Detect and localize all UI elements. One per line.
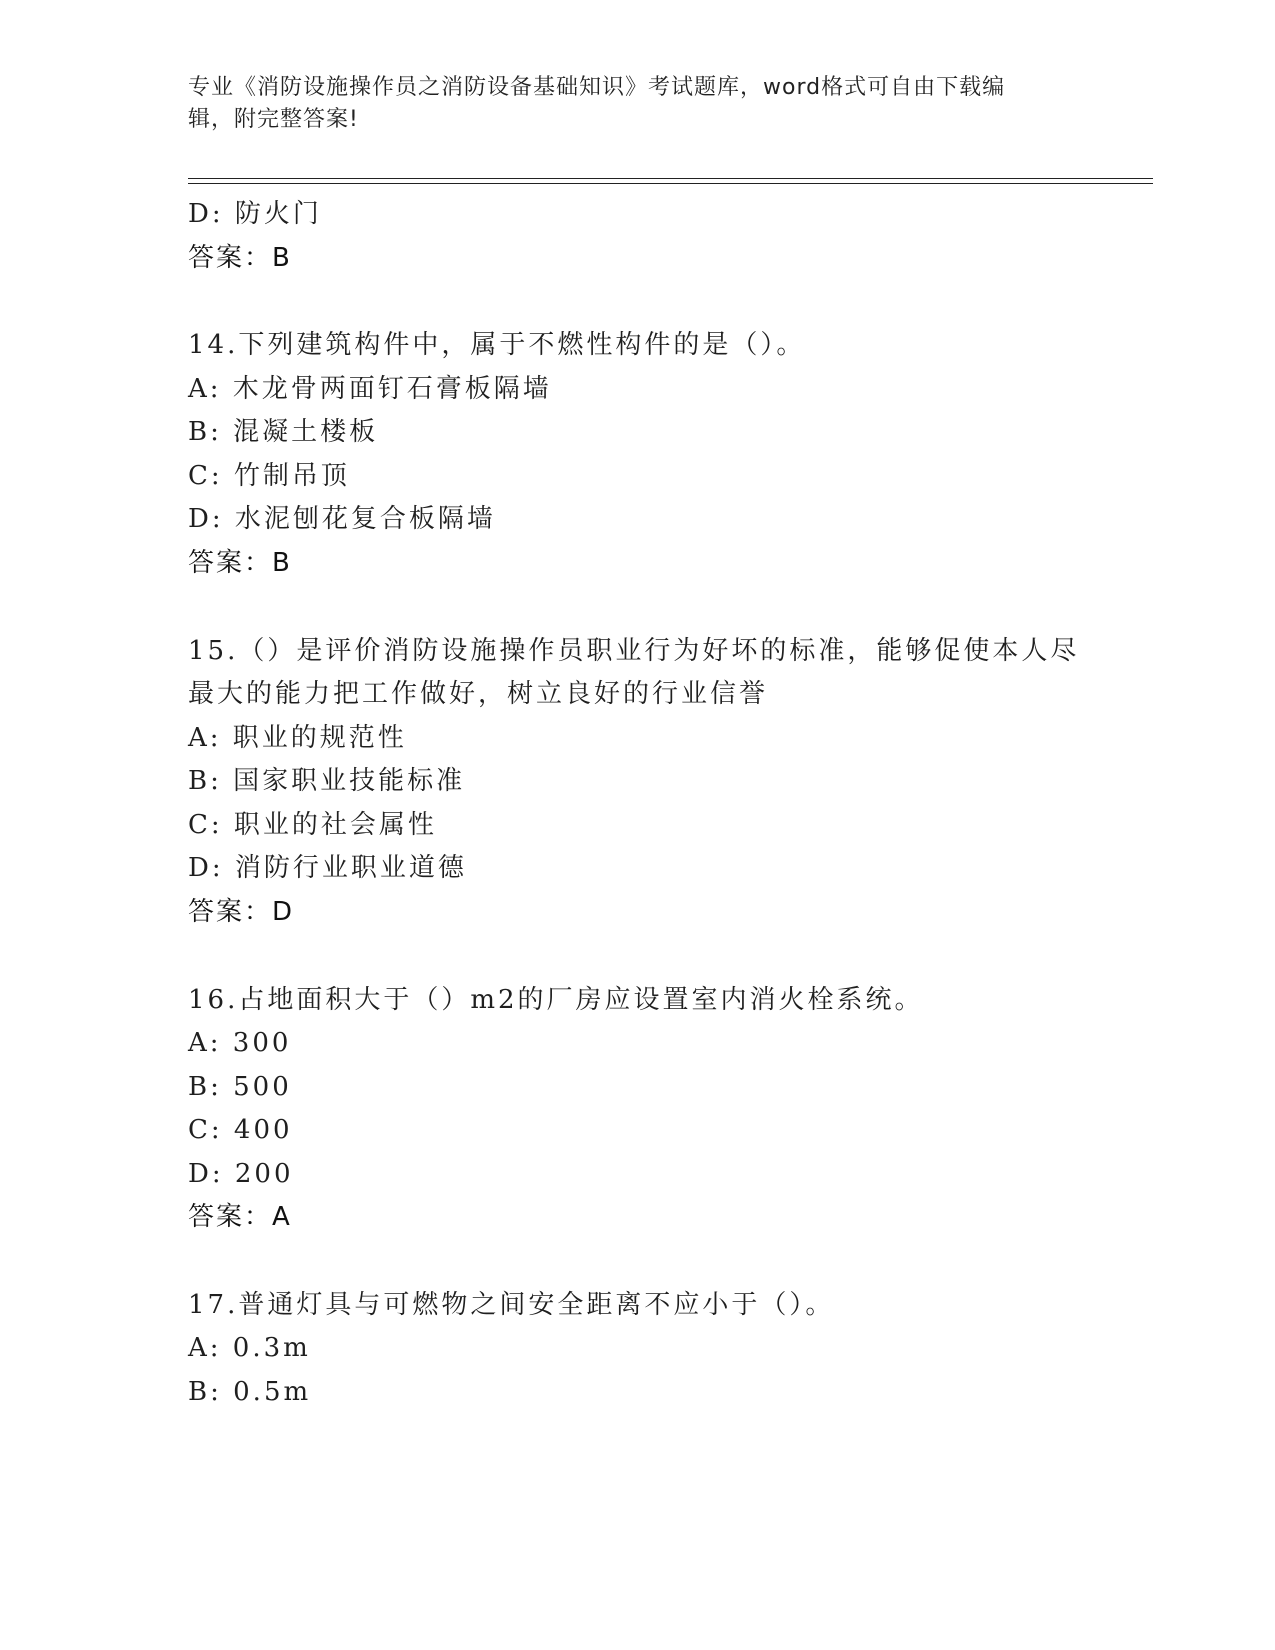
header-divider-top [188,178,1153,179]
header-divider-bottom [188,183,1153,184]
question-15-stem-line-1: 15.（）是评价消防设施操作员职业行为好坏的标准，能够促使本人尽 [188,636,1080,666]
question-15-stem-line-2: 最大的能力把工作做好，树立良好的行业信誉 [188,679,769,709]
question-15-option-c: C: 职业的社会属性 [188,810,437,840]
question-17-option-a: A: 0.3m [188,1333,311,1363]
question-14-option-a: A: 木龙骨两面钉石膏板隔墙 [188,374,552,404]
question-16-option-d: D: 200 [188,1159,294,1189]
question-14-stem: 14.下列建筑构件中，属于不燃性构件的是（）。 [188,330,806,360]
question-15-answer: 答案：D [188,897,295,927]
question-14-answer: 答案：B [188,548,292,578]
question-15-option-b: B: 国家职业技能标准 [188,766,466,796]
question-14-option-c: C: 竹制吊顶 [188,461,350,491]
previous-answer: 答案：B [188,243,292,273]
question-16-option-b: B: 500 [188,1072,292,1102]
document-header [188,72,1068,136]
question-17-option-b: B: 0.5m [188,1377,312,1407]
question-15-option-a: A: 职业的规范性 [188,723,407,753]
question-16-stem: 16.占地面积大于（）m2的厂房应设置室内消火栓系统。 [188,985,924,1015]
header-line-1: 专业《消防设施操作员之消防设备基础知识》考试题库，word格式可自由下载编 [188,75,1006,100]
question-14-option-d: D: 水泥刨花复合板隔墙 [188,504,496,534]
question-17-stem: 17.普通灯具与可燃物之间安全距离不应小于（）。 [188,1290,835,1320]
question-16-answer: 答案：A [188,1202,292,1232]
previous-option-d: D: 防火门 [188,199,322,229]
header-line-2: 辑，附完整答案! [188,107,359,132]
question-16-option-c: C: 400 [188,1115,293,1145]
question-14-option-b: B: 混凝土楼板 [188,417,379,447]
question-16-option-a: A: 300 [188,1028,292,1058]
question-15-option-d: D: 消防行业职业道德 [188,853,467,883]
